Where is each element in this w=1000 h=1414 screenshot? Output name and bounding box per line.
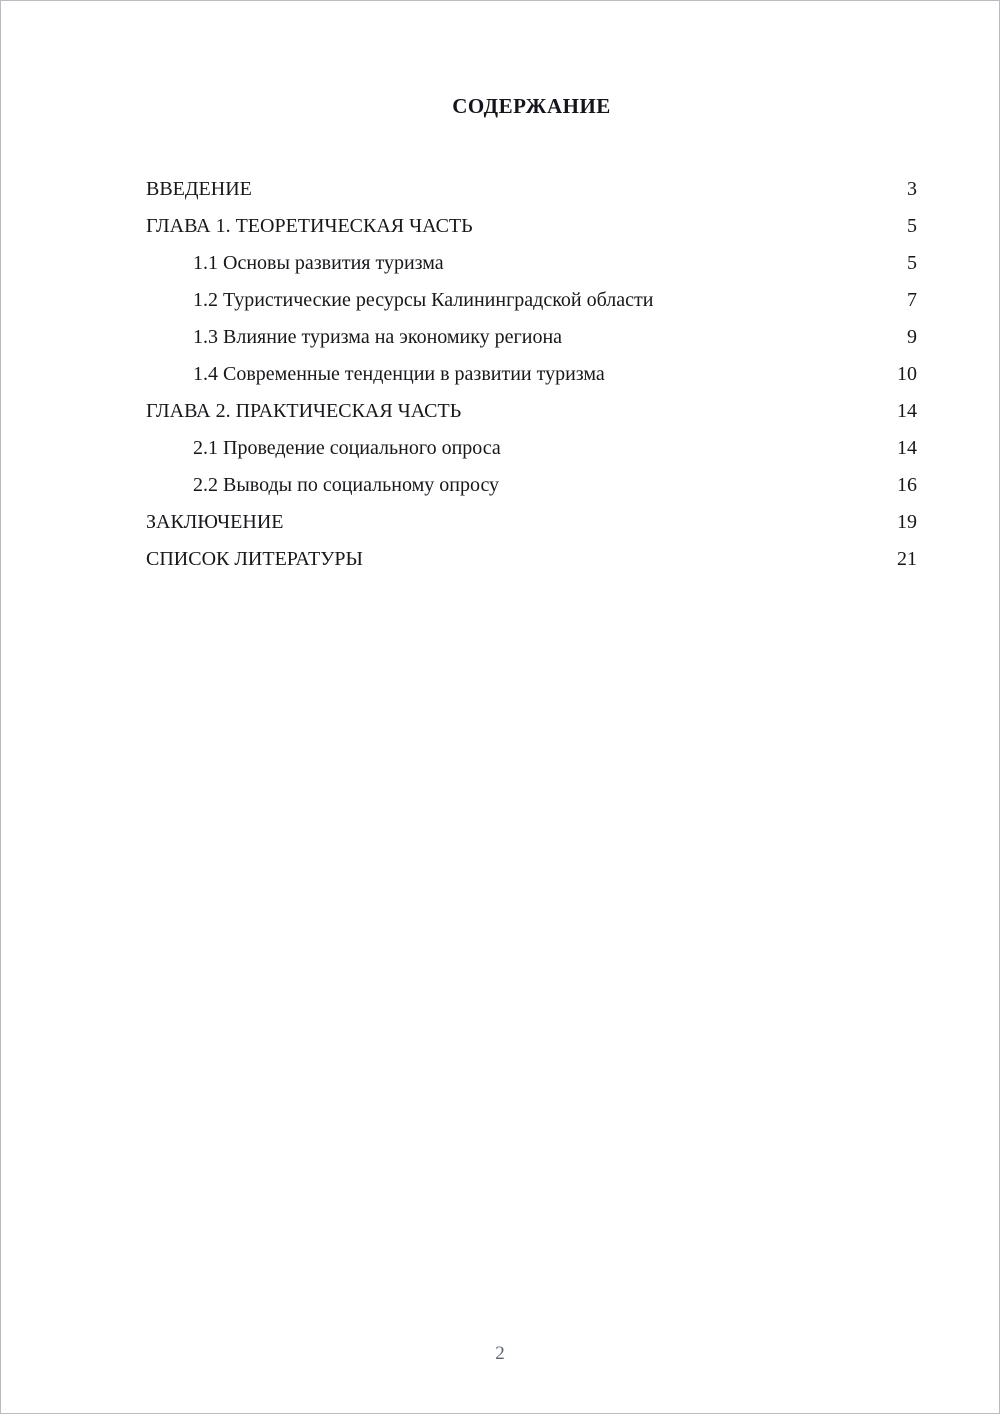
toc-entry xyxy=(146,393,917,430)
toc-entry xyxy=(146,208,917,245)
toc-entry-page: 5 xyxy=(907,215,917,237)
page-footer xyxy=(1,1343,999,1365)
toc-entry-page: 9 xyxy=(907,326,917,348)
toc-entry-label: 2.1 Проведение социального опроса xyxy=(193,437,501,459)
toc-entry xyxy=(146,467,917,504)
table-of-contents xyxy=(146,171,917,578)
toc-entry xyxy=(146,504,917,541)
toc-entry-label: ГЛАВА 1. ТЕОРЕТИЧЕСКАЯ ЧАСТЬ xyxy=(146,215,473,237)
page-number: 2 xyxy=(495,1343,505,1364)
toc-entry-label: 1.2 Туристические ресурсы Калининградской области xyxy=(193,289,654,311)
toc-entry-label: СПИСОК ЛИТЕРАТУРЫ xyxy=(146,548,363,570)
toc-entry-label: 1.1 Основы развития туризма xyxy=(193,252,444,274)
toc-entry-label: 2.2 Выводы по социальному опросу xyxy=(193,474,500,496)
toc-entry-label: 1.4 Современные тенденции в развитии туризма xyxy=(193,363,605,385)
toc-entry-label: ЗАКЛЮЧЕНИЕ xyxy=(146,511,284,533)
toc-entry-page: 7 xyxy=(907,289,917,311)
toc-entry-label: ГЛАВА 2. ПРАКТИЧЕСКАЯ ЧАСТЬ xyxy=(146,400,462,422)
toc-entry-page: 16 xyxy=(897,474,917,496)
page-title: СОДЕРЖАНИЕ xyxy=(452,94,611,118)
toc-entry xyxy=(146,282,917,319)
toc-entry-page: 21 xyxy=(897,548,917,570)
toc-entry xyxy=(146,541,917,578)
toc-entry-page: 14 xyxy=(897,400,917,422)
toc-entry xyxy=(146,356,917,393)
toc-entry-label: ВВЕДЕНИЕ xyxy=(146,178,252,200)
toc-entry-page: 3 xyxy=(907,178,917,200)
toc-entry-page: 14 xyxy=(897,437,917,459)
toc-entry-page: 5 xyxy=(907,252,917,274)
page-content xyxy=(146,94,917,578)
toc-entry-page: 19 xyxy=(897,511,917,533)
toc-entry xyxy=(146,245,917,282)
toc-entry-label: 1.3 Влияние туризма на экономику региона xyxy=(193,326,563,348)
toc-entry-page: 10 xyxy=(897,363,917,385)
toc-entry xyxy=(146,171,917,208)
toc-entry xyxy=(146,430,917,467)
toc-entry xyxy=(146,319,917,356)
